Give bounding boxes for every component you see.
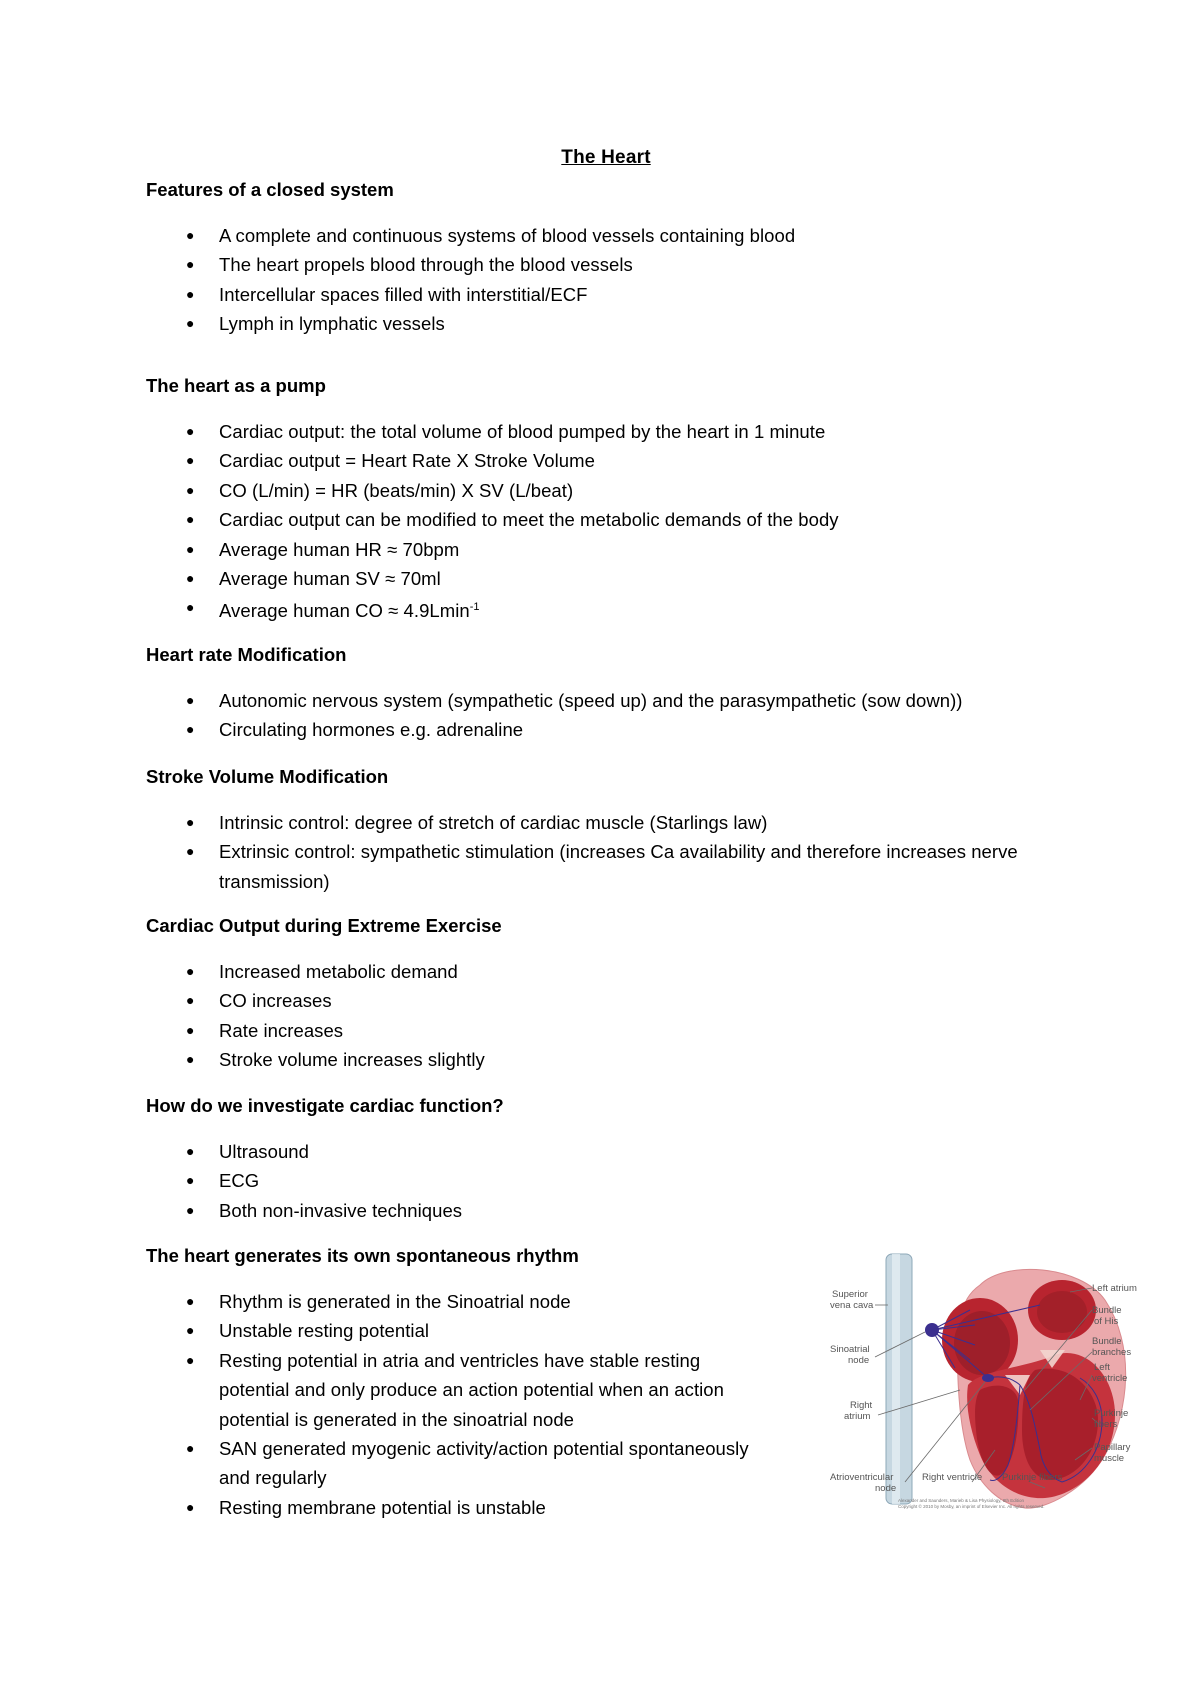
- label-bundle-of-his-2: of His: [1094, 1316, 1119, 1327]
- label-right-ventricle: Right ventricle: [922, 1472, 983, 1483]
- bullet-list: [146, 221, 1046, 339]
- list-item: ● Intrinsic control: degree of stretch of cardiac muscle (Starlings law): [146, 808, 1046, 837]
- list-item: ● Both non-invasive techniques: [146, 1196, 1046, 1225]
- label-purkinje-fibers-bottom: Purkinje fibers: [1002, 1472, 1063, 1483]
- bullet-icon: ●: [186, 540, 195, 557]
- bullet-icon: ●: [186, 599, 195, 616]
- bullet-list: [146, 808, 1046, 896]
- list-item: ● Average human HR ≈ 70bpm: [146, 535, 1046, 564]
- bullet-list: [146, 1287, 826, 1522]
- section-heading: Features of a closed system: [146, 179, 394, 200]
- list-item: ● Rhythm is generated in the Sinoatrial node: [146, 1287, 826, 1316]
- bullet-icon: ●: [186, 1440, 195, 1457]
- heart-diagram-svg: [830, 1250, 1175, 1545]
- bullet-icon: ●: [186, 423, 195, 439]
- bullet-icon: ●: [186, 721, 195, 738]
- list-item: ● Cardiac output can be modified to meet the metabolic demands of the body: [146, 505, 1046, 534]
- bullet-icon: ●: [186, 1143, 195, 1159]
- list-item: ● Lymph in lymphatic vessels: [146, 309, 1046, 338]
- list-item: ● Average human CO ≈ 4.9Lmin$^{-1}$: [146, 593, 1046, 626]
- section-heading: Cardiac Output during Extreme Exercise: [146, 915, 502, 936]
- section-heading: Heart rate Modification: [146, 644, 347, 665]
- bullet-icon: ●: [186, 1498, 195, 1515]
- list-item: ● Autonomic nervous system (sympathetic (speed up) and the parasympathetic (sow down)): [146, 686, 1046, 715]
- bullet-icon: ●: [186, 570, 195, 587]
- list-item: ● Increased metabolic demand: [146, 957, 1046, 986]
- label-left-ventricle-2: ventricle: [1092, 1373, 1128, 1384]
- label-superior-vena-cava-2: vena cava: [830, 1300, 874, 1311]
- bullet-icon: ●: [186, 315, 195, 332]
- list-item: ● The heart propels blood through the blood vessels: [146, 250, 1046, 279]
- bullet-icon: ●: [186, 511, 195, 528]
- list-item: ● Intercellular spaces filled with interstitial/ECF: [146, 280, 1046, 309]
- label-sinoatrial-node: Sinoatrial: [830, 1344, 870, 1355]
- list-item: ● Unstable resting potential: [146, 1316, 826, 1345]
- label-sinoatrial-node-2: node: [848, 1355, 870, 1366]
- label-av-node: Atrioventricular: [830, 1472, 894, 1483]
- section-heading: The heart as a pump: [146, 375, 326, 396]
- label-left-atrium: Left atrium: [1092, 1283, 1137, 1294]
- bullet-icon: ●: [186, 963, 195, 979]
- list-item: ● Extrinsic control: sympathetic stimulation (increases Ca availability and therefore increases nerve transmission): [146, 837, 1046, 896]
- label-bundle-branches: Bundle: [1092, 1336, 1122, 1347]
- label-papillary-muscle: Papillary: [1094, 1442, 1131, 1453]
- section-heading: Stroke Volume Modification: [146, 766, 389, 787]
- section-heading: How do we investigate cardiac function?: [146, 1095, 504, 1116]
- section-closed-system: [146, 179, 1046, 339]
- bullet-icon: ●: [186, 285, 195, 302]
- bullet-icon: ●: [186, 692, 195, 708]
- bullet-icon: ●: [186, 814, 195, 830]
- bullet-list: [146, 957, 1046, 1075]
- list-item: ● Stroke volume increases slightly: [146, 1045, 1046, 1074]
- label-left-ventricle: Left: [1094, 1362, 1110, 1373]
- label-purkinje-fibers-right-2: fibers: [1094, 1419, 1118, 1430]
- list-item: ● CO (L/min) = HR (beats/min) X SV (L/beat): [146, 476, 1046, 505]
- list-item: ● Circulating hormones e.g. adrenaline: [146, 715, 1046, 744]
- figure-caption-2: Copyright © 2010 by Mosby, an imprint of Elsevier Inc. All rights reserved.: [898, 1504, 1045, 1509]
- list-item: ● Resting potential in atria and ventricles have stable resting potential and only produce an action potential when an action potential is generated in the sinoatrial node: [146, 1346, 826, 1434]
- bullet-list: [146, 686, 1046, 745]
- list-item: ● Resting membrane potential is unstable: [146, 1493, 826, 1522]
- section-heart-as-pump: [146, 375, 1046, 626]
- label-right-atrium-2: atrium: [844, 1411, 871, 1422]
- bullet-icon: ●: [186, 992, 195, 1009]
- label-bundle-branches-2: branches: [1092, 1347, 1132, 1358]
- bullet-icon: ●: [186, 843, 195, 860]
- list-item: ● A complete and continuous systems of blood vessels containing blood: [146, 221, 1046, 250]
- label-purkinje-fibers-right: Purkinje: [1094, 1408, 1129, 1419]
- label-bundle-of-his: Bundle: [1092, 1305, 1122, 1316]
- list-item: ● Cardiac output: the total volume of blood pumped by the heart in 1 minute: [146, 417, 1046, 446]
- figure-caption-1: Alexander and Saunders, Marieb & Lisa Physiology, 8th Edition: [898, 1498, 1024, 1503]
- label-right-atrium: Right: [850, 1400, 873, 1411]
- bullet-icon: ●: [186, 1322, 195, 1339]
- list-item: ● ECG: [146, 1166, 1046, 1195]
- list-item: ● CO increases: [146, 986, 1046, 1015]
- bullet-icon: ●: [186, 1293, 195, 1309]
- list-item: ● Average human SV ≈ 70ml: [146, 564, 1046, 593]
- bullet-icon: ●: [186, 1201, 195, 1218]
- list-item: ● Rate increases: [146, 1016, 1046, 1045]
- section-extreme-exercise: [146, 915, 1046, 1075]
- bullet-icon: ●: [186, 481, 195, 498]
- section-heading: The heart generates its own spontaneous rhythm: [146, 1245, 579, 1266]
- bullet-icon: ●: [186, 227, 195, 243]
- section-investigate-cardiac-function: [146, 1095, 1046, 1225]
- bullet-icon: ●: [186, 452, 195, 469]
- bullet-list: [146, 417, 1046, 626]
- section-stroke-volume-modification: [146, 766, 1046, 896]
- bullet-icon: ●: [186, 1351, 195, 1368]
- label-superior-vena-cava: Superior: [832, 1289, 868, 1300]
- bullet-list: [146, 1137, 1046, 1225]
- bullet-icon: ●: [186, 1051, 195, 1068]
- bullet-icon: ●: [186, 1172, 195, 1189]
- bullet-icon: ●: [186, 256, 195, 273]
- label-papillary-muscle-2: muscle: [1094, 1453, 1125, 1464]
- list-item: ● Cardiac output = Heart Rate X Stroke Volume: [146, 446, 1046, 475]
- list-item: ● SAN generated myogenic activity/action potential spontaneously and regularly: [146, 1434, 826, 1493]
- section-heart-rate-modification: [146, 644, 1046, 745]
- section-spontaneous-rhythm: [146, 1245, 826, 1522]
- superscript: -1: [469, 601, 480, 614]
- heart-conduction-diagram: [830, 1250, 1175, 1545]
- bullet-icon: ●: [186, 1021, 195, 1038]
- label-av-node-2: node: [875, 1483, 897, 1494]
- list-item: ● Ultrasound: [146, 1137, 1046, 1166]
- page-title: The Heart: [561, 147, 651, 168]
